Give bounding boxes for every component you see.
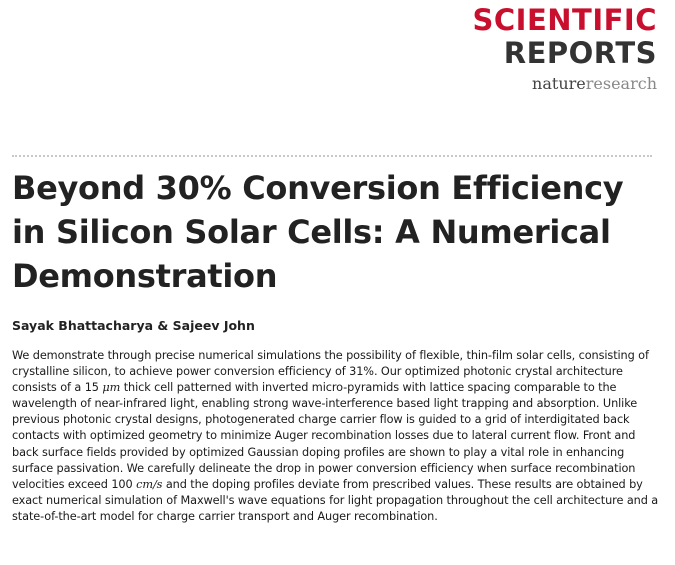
abstract-text-2: thick cell patterned with inverted micro-pyramids with lattice spacing comparable to the wavelength of near-infrared light, enabling strong wave-interference based light trapping and absorption. Unlike previous photonic crystal designs, photogenerated charge carrier flow is guided to a grid of interdigitated back contacts with optimized geometry to minimize Auger recombination losses due to lateral current flow. Front and back surface fields provided by optimized Gaussian doping profiles are shown to play a vital role in enhancing surface passivation. We carefully delineate the drop in power conversion efficiency when surface recombination velocities exceed 100: [12, 381, 638, 491]
journal-logo: [473, 4, 658, 96]
journal-name-scientific: SCIENTIFIC: [472, 3, 657, 37]
header-divider: [12, 155, 652, 157]
article-title: Beyond 30% Conversion Efficiency in Silicon Solar Cells: A Numerical Demonstration: [12, 169, 624, 295]
abstract-unit-micrometre: μm: [102, 381, 121, 395]
publisher-name: [473, 72, 658, 96]
article-abstract: [12, 348, 664, 525]
publisher-name-light: research: [585, 74, 657, 93]
journal-name-reports: REPORTS: [503, 36, 657, 70]
article-authors: Sayak Bhattacharya & Sajeev John: [12, 318, 255, 333]
abstract-text-1: We demonstrate through precise numerical simulations the possibility of flexible, thin-film solar cells, consisting of crystalline silicon, to achieve power conversion efficiency of 31%. Our optimized photonic crystal architecture consists of a 15: [12, 349, 649, 395]
abstract-unit-cm-per-s: cm/s: [136, 477, 163, 491]
publisher-name-bold: nature: [532, 74, 586, 93]
abstract-text-3: and the doping profiles deviate from prescribed values. These results are obtained by exact numerical simulation of Maxwell's wave equations for light propagation throughout the cell architecture and a state-of-the-art model for charge carrier transport and Auger recombination.: [12, 477, 659, 523]
